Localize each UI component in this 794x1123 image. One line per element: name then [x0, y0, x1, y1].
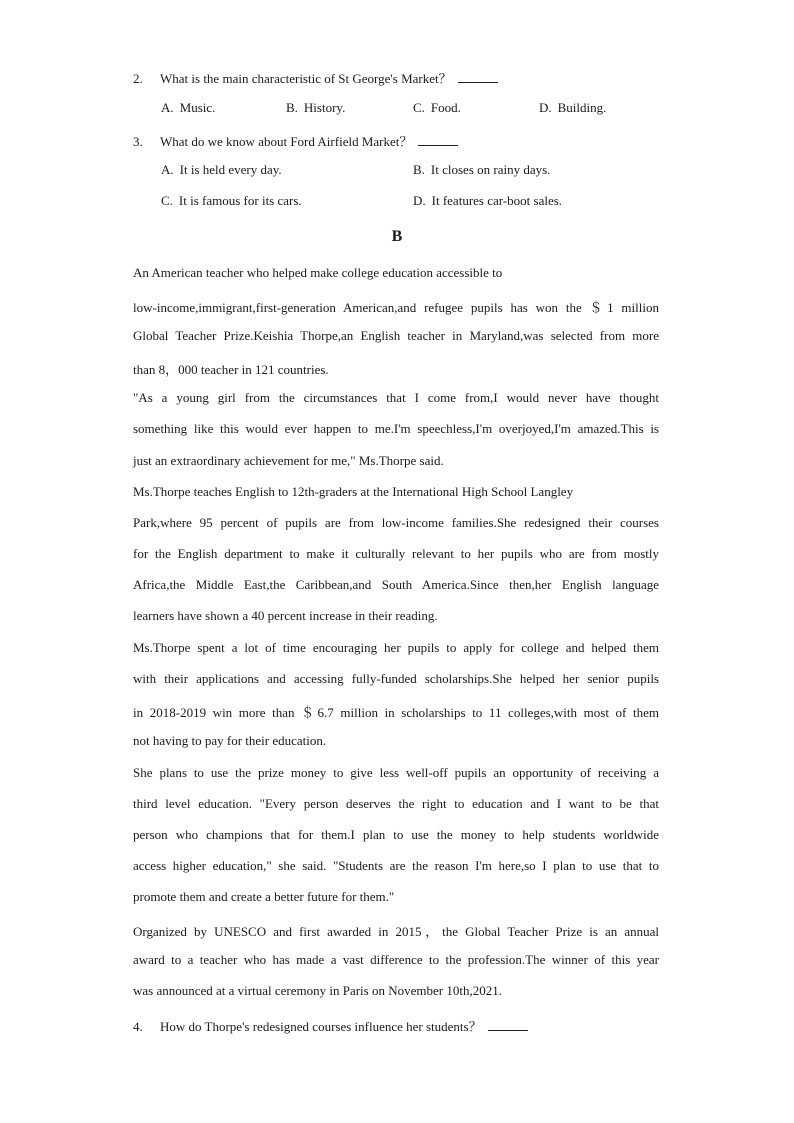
q2-option-a: [161, 100, 215, 116]
q3-option-a: [161, 162, 282, 178]
passage-line: for the English department to make it culturally relevant to her pupils who are from mostly: [133, 546, 659, 561]
passage-line: just an extraordinary achievement for me," Ms.Thorpe said.: [133, 453, 444, 468]
passage-line: award to a teacher who has made a vast difference to the profession.The winner of this year: [133, 952, 659, 967]
option-text: It closes on rainy days.: [430, 162, 551, 177]
option-text: It is famous for its cars.: [178, 193, 302, 208]
question-4: [133, 1016, 528, 1035]
option-letter: B.: [413, 162, 425, 177]
passage-line: Organized by UNESCO and first awarded in 2015，the Global Teacher Prize is an annual: [133, 924, 659, 939]
option-text: It features car-boot sales.: [431, 193, 563, 208]
passage-line: person who champions that for them.I plan to use the money to help students worldwide: [133, 827, 659, 842]
passage-line: low-income,immigrant,first-generation American,and refugee pupils has won the ＄1 million: [133, 300, 659, 315]
passage-line: Ms.Thorpe spent a lot of time encouraging her pupils to apply for college and helped them: [133, 640, 659, 655]
option-letter: D.: [539, 100, 552, 115]
section-heading: B: [391, 228, 403, 245]
q3-option-b: [413, 162, 550, 178]
answer-blank[interactable]: [418, 133, 458, 146]
question-text: What is the main characteristic of St George's Market？: [160, 71, 452, 86]
question-text: How do Thorpe's redesigned courses influence her students？: [160, 1019, 482, 1034]
q2-option-c: [413, 100, 461, 116]
passage-line: Park,where 95 percent of pupils are from low-income families.She redesigned their courses: [133, 515, 659, 530]
passage-line: access higher education," she said. "Students are the reason I'm here,so I plan to use that to: [133, 858, 659, 873]
passage-line: was announced at a virtual ceremony in Paris on November 10th,2021.: [133, 983, 502, 998]
question-text: What do we know about Ford Airfield Market？: [160, 134, 413, 149]
option-letter: C.: [161, 193, 173, 208]
passage-line: promote them and create a better future for them.": [133, 889, 395, 904]
q2-option-b: [286, 100, 345, 116]
option-letter: B.: [286, 100, 298, 115]
passage-line: third level education. "Every person deserves the right to education and I want to be that: [133, 796, 659, 811]
option-text: Building.: [557, 100, 607, 115]
question-number: 3.: [133, 134, 143, 149]
passage-line: not having to pay for their education.: [133, 733, 327, 748]
option-letter: A.: [161, 162, 174, 177]
q2-option-d: [539, 100, 606, 116]
question-3: [133, 131, 458, 150]
option-text: Music.: [179, 100, 216, 115]
option-letter: C.: [413, 100, 425, 115]
answer-blank[interactable]: [458, 70, 498, 83]
passage-line: An American teacher who helped make college education accessible to: [133, 265, 503, 280]
option-text: It is held every day.: [179, 162, 282, 177]
question-number: 2.: [133, 71, 143, 86]
q3-option-d: [413, 193, 562, 209]
q3-option-c: [161, 193, 302, 209]
passage-line: She plans to use the prize money to give less well-off pupils an opportunity of receiving a: [133, 765, 659, 780]
passage-line: than 8，000 teacher in 121 countries.: [133, 362, 329, 377]
passage-line: "As a young girl from the circumstances that I come from,I would never have thought: [133, 390, 659, 405]
option-letter: A.: [161, 100, 174, 115]
passage-line: Ms.Thorpe teaches English to 12th-graders at the International High School Langley: [133, 484, 574, 499]
option-letter: D.: [413, 193, 426, 208]
answer-blank[interactable]: [488, 1018, 528, 1031]
passage-line: Africa,the Middle East,the Caribbean,and South America.Since then,her English language: [133, 577, 659, 592]
passage-line: learners have shown a 40 percent increase in their reading.: [133, 608, 438, 623]
question-number: 4.: [133, 1019, 143, 1034]
question-2: [133, 68, 498, 87]
option-text: Food.: [430, 100, 461, 115]
passage-line: with their applications and accessing fully-funded scholarships.She helped her senior pupils: [133, 671, 659, 686]
passage-line: Global Teacher Prize.Keishia Thorpe,an English teacher in Maryland,was selected from more: [133, 328, 659, 343]
option-text: History.: [303, 100, 346, 115]
passage-line: something like this would ever happen to me.I'm speechless,I'm overjoyed,I'm amazed.This is: [133, 421, 659, 436]
passage-line: in 2018-2019 win more than ＄6.7 million in scholarships to 11 colleges,with most of them: [133, 705, 659, 720]
